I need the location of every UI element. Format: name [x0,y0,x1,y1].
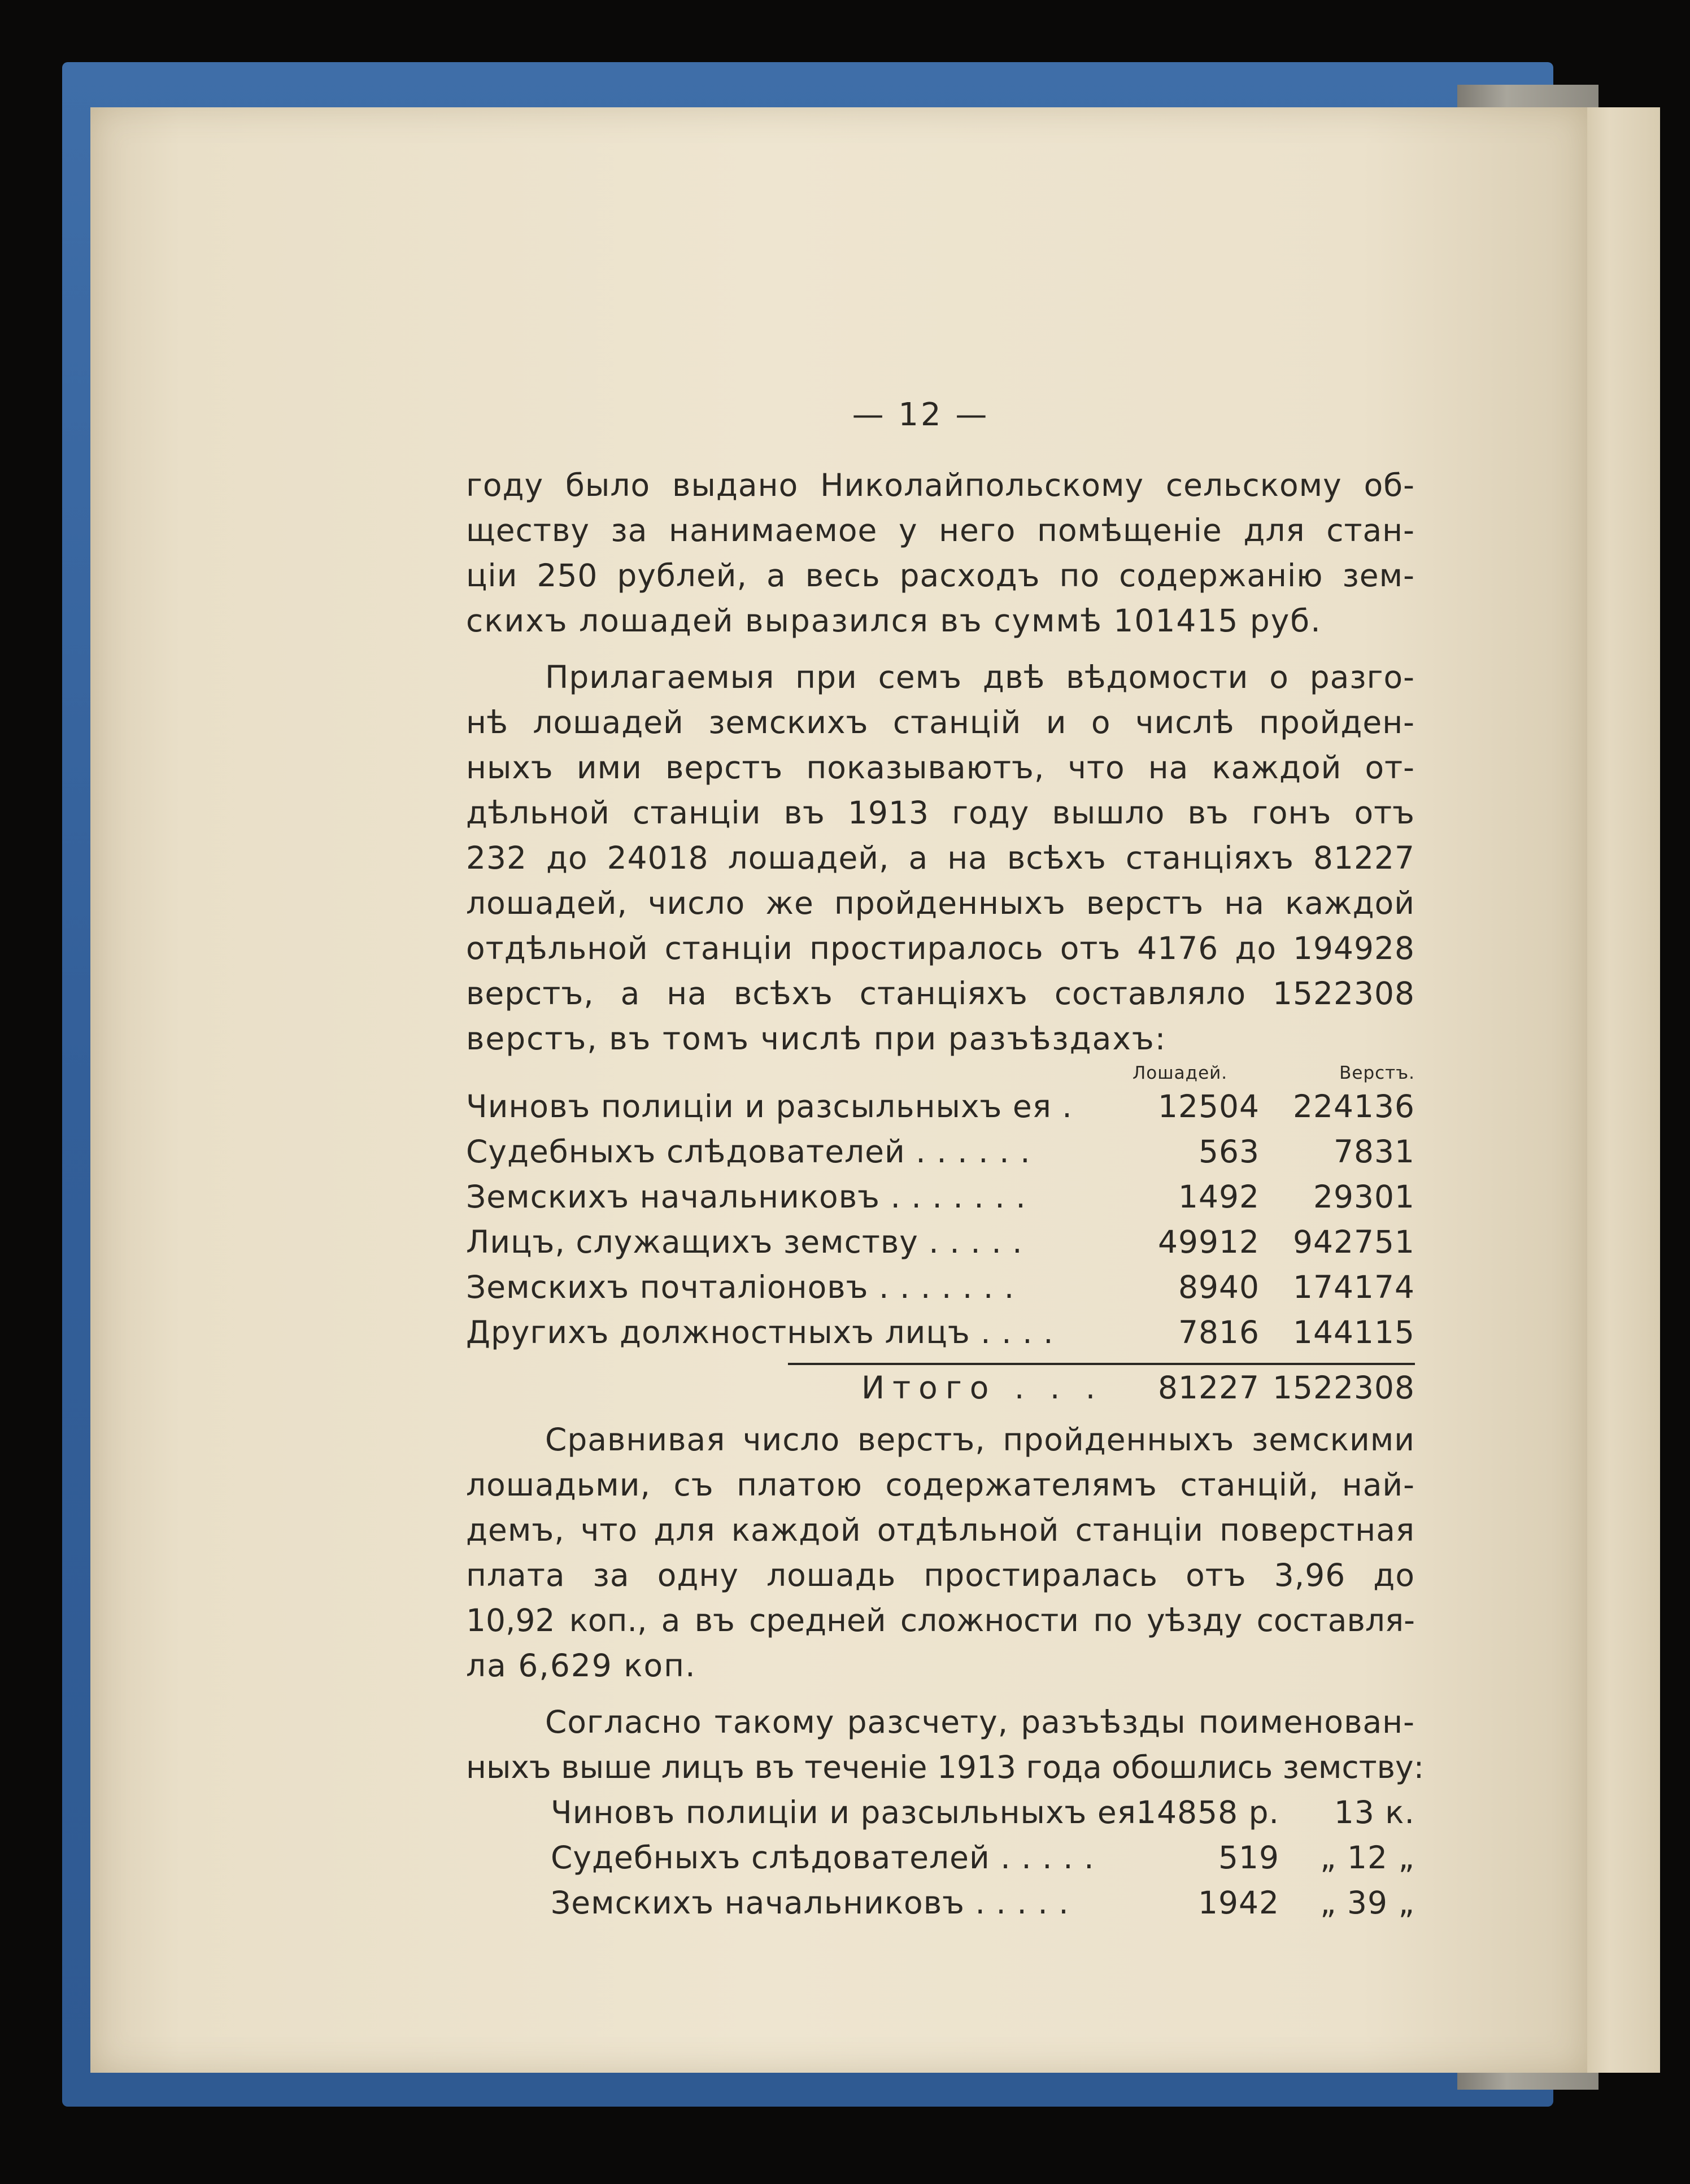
cost-kopecks: „ 39 „ [1320,1885,1415,1921]
cost-kopecks: „ 12 „ [1320,1839,1415,1876]
text-line: лошадей, число же пройденныхъ верстъ на каждой [466,885,1415,921]
row-versts: 942751 [1293,1224,1415,1260]
column-header-versts: Верстъ. [1339,1063,1415,1083]
row-horses: 1492 [1178,1179,1260,1215]
table-total-row [466,1366,1415,1410]
text-line: 10,92 коп., а въ средней сложности по уѣзду составля- [466,1602,1415,1638]
text-line: верстъ, а на всѣхъ станціяхъ составляло 1522308 [466,975,1415,1012]
text-line: ществу за нанимаемое у него помѣщеніе для стан- [466,512,1415,548]
row-label: Лицъ, служащихъ земству . . . . . [466,1224,1023,1260]
text-line: плата за одну лошадь простиралась отъ 3,96 до [466,1557,1415,1593]
table-row [466,1220,1415,1264]
row-label: Чиновъ полиціи и разсыльныхъ ея . [466,1088,1073,1124]
row-label: Другихъ должностныхъ лицъ . . . . [466,1314,1054,1350]
book-page [90,107,1587,2073]
text-line: нѣ лошадей земскихъ станцій и о числѣ пройден- [466,704,1415,740]
table-row [466,1175,1415,1219]
cost-row [551,1836,1415,1880]
text-line: верстъ, въ томъ числѣ при разъѣздахъ: [466,1021,1167,1057]
table-row [466,1265,1415,1309]
cost-label: Чиновъ полиціи и разсыльныхъ ея. [551,1794,1147,1830]
table-row [466,1310,1415,1354]
table-header [1133,1063,1415,1086]
text-line: лошадьми, съ платою содержателямъ станцій, най- [466,1467,1415,1503]
row-label: Земскихъ начальниковъ . . . . . . . [466,1179,1026,1215]
text-line: Прилагаемыя при семъ двѣ вѣдомости о разго- [545,659,1415,695]
column-header-horses: Лошадей. [1133,1063,1228,1083]
total-versts: 1522308 [1273,1370,1415,1406]
text-line: отдѣльной станціи простиралось отъ 4176 до 194928 [466,930,1415,966]
row-label: Судебныхъ слѣдователей . . . . . . [466,1134,1031,1170]
text-line: ныхъ ими верстъ показываютъ, что на каждой от- [466,749,1415,786]
table-row [466,1130,1415,1174]
text-line: демъ, что для каждой отдѣльной станціи поверстная [466,1512,1415,1548]
cost-row [551,1881,1415,1925]
total-label: Итого . . . [861,1370,1104,1406]
cost-row [551,1790,1415,1834]
row-horses: 8940 [1178,1269,1260,1305]
cost-rubles: 519 [1218,1839,1279,1876]
text-line: Сравнивая число верстъ, пройденныхъ земскими [545,1422,1415,1458]
row-versts: 144115 [1293,1314,1415,1350]
cost-label: Земскихъ начальниковъ . . . . . [551,1885,1069,1921]
text-line: ныхъ выше лицъ въ теченіе 1913 года обошлись земству: [466,1749,1425,1785]
row-horses: 12504 [1158,1088,1260,1124]
table-row [466,1084,1415,1128]
row-label: Земскихъ почталіоновъ . . . . . . . [466,1269,1015,1305]
text-line: ла 6,629 коп. [466,1647,696,1684]
row-horses: 49912 [1158,1224,1260,1260]
text-line: году было выдано Николайпольскому сельскому об- [466,467,1415,503]
text-line: 232 до 24018 лошадей, а на всѣхъ станціяхъ 81227 [466,840,1415,876]
text-line: ціи 250 рублей, а весь расходъ по содержанію зем- [466,557,1415,594]
row-horses: 563 [1199,1134,1260,1170]
row-versts: 174174 [1293,1269,1415,1305]
text-line: скихъ лошадей выразился въ суммѣ 101415 руб. [466,603,1322,639]
page-number: — 12 — [852,396,990,433]
cost-rubles: 1942 [1198,1885,1279,1921]
cost-kopecks: 13 к. [1334,1794,1415,1830]
total-horses: 81227 [1158,1370,1260,1406]
text-line: Согласно такому разсчету, разъѣзды поименован- [545,1704,1415,1740]
cost-rubles: 14858 р. [1136,1794,1279,1830]
row-versts: 224136 [1293,1088,1415,1124]
row-versts: 7831 [1334,1134,1415,1170]
cost-label: Судебныхъ слѣдователей . . . . . [551,1839,1095,1876]
text-line: дѣльной станціи въ 1913 году вышло въ гонъ отъ [466,795,1415,831]
total-rule [788,1363,1415,1365]
row-horses: 7816 [1178,1314,1260,1350]
row-versts: 29301 [1313,1179,1415,1215]
